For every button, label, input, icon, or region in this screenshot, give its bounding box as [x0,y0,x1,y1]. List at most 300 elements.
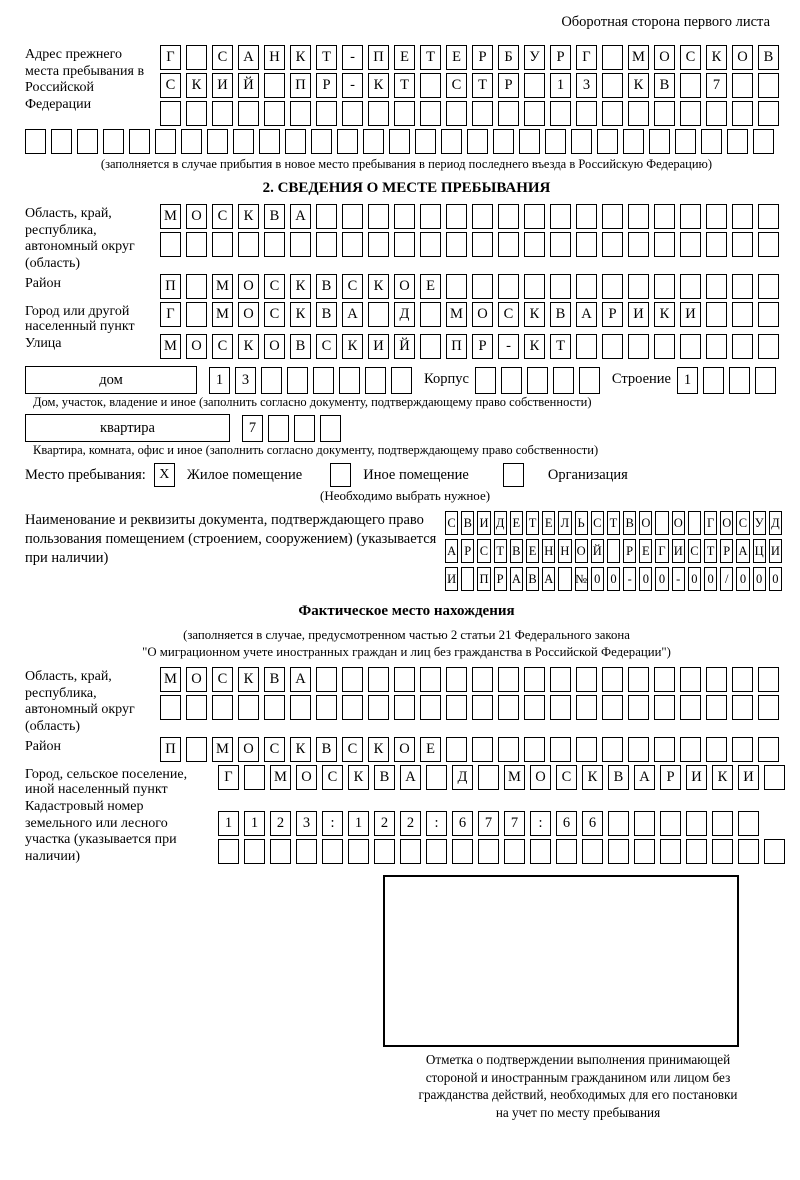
char-cell[interactable] [420,101,441,126]
char-cell[interactable]: Р [623,539,636,563]
char-cell[interactable] [316,695,337,720]
char-cell[interactable]: Г [576,45,597,70]
char-cell[interactable]: М [628,45,649,70]
char-cell[interactable] [550,101,571,126]
char-cell[interactable] [703,367,724,394]
char-cell[interactable] [732,302,753,327]
char-cell[interactable]: О [639,511,652,535]
char-cell[interactable] [602,274,623,299]
char-cell[interactable]: О [296,765,317,790]
char-cell[interactable] [654,232,675,257]
char-cell[interactable]: П [160,737,181,762]
char-cell[interactable] [290,695,311,720]
char-cell[interactable]: В [526,567,539,591]
char-cell[interactable] [238,101,259,126]
char-cell[interactable]: - [342,45,363,70]
stay-option-other-checkbox[interactable] [330,463,351,487]
char-cell[interactable]: К [654,302,675,327]
char-cell[interactable]: - [672,567,685,591]
char-cell[interactable]: С [264,302,285,327]
char-cell[interactable] [342,695,363,720]
char-cell[interactable] [181,129,202,154]
char-cell[interactable] [524,274,545,299]
char-cell[interactable] [446,737,467,762]
char-cell[interactable] [394,232,415,257]
char-cell[interactable]: И [686,765,707,790]
char-cell[interactable] [576,274,597,299]
char-cell[interactable] [498,204,519,229]
char-cell[interactable] [244,839,265,864]
char-cell[interactable] [660,811,681,836]
char-cell[interactable]: 6 [452,811,473,836]
char-cell[interactable]: М [160,667,181,692]
char-cell[interactable]: Л [558,511,571,535]
char-cell[interactable] [160,101,181,126]
char-cell[interactable] [524,667,545,692]
char-cell[interactable] [758,737,779,762]
char-cell[interactable] [628,667,649,692]
char-cell[interactable] [472,695,493,720]
char-cell[interactable] [571,129,592,154]
char-cell[interactable]: А [290,204,311,229]
char-cell[interactable] [207,129,228,154]
char-cell[interactable] [472,274,493,299]
char-cell[interactable] [261,367,282,394]
char-cell[interactable]: К [290,302,311,327]
char-cell[interactable] [576,101,597,126]
char-cell[interactable]: О [394,737,415,762]
char-cell[interactable] [342,204,363,229]
char-cell[interactable] [602,695,623,720]
char-cell[interactable] [264,73,285,98]
char-cell[interactable] [758,204,779,229]
char-cell[interactable] [628,232,649,257]
char-cell[interactable] [602,737,623,762]
char-cell[interactable] [186,232,207,257]
char-cell[interactable] [322,839,343,864]
char-cell[interactable] [680,204,701,229]
char-cell[interactable]: К [290,737,311,762]
char-cell[interactable]: В [608,765,629,790]
char-cell[interactable]: 3 [296,811,317,836]
char-cell[interactable] [654,274,675,299]
stay-option-residential-checkbox[interactable]: X [154,463,175,487]
char-cell[interactable]: И [680,302,701,327]
char-cell[interactable] [680,695,701,720]
char-cell[interactable] [493,129,514,154]
char-cell[interactable]: 0 [736,567,749,591]
char-cell[interactable] [420,334,441,359]
char-cell[interactable] [394,101,415,126]
char-cell[interactable] [758,334,779,359]
char-cell[interactable]: Р [472,334,493,359]
char-cell[interactable]: Е [394,45,415,70]
char-cell[interactable] [758,667,779,692]
char-cell[interactable] [758,274,779,299]
char-cell[interactable]: И [445,567,458,591]
char-cell[interactable]: К [368,737,389,762]
char-cell[interactable] [337,129,358,154]
char-cell[interactable] [634,839,655,864]
char-cell[interactable] [602,667,623,692]
char-cell[interactable] [753,129,774,154]
house-type-box[interactable]: дом [25,366,197,394]
char-cell[interactable] [394,204,415,229]
char-cell[interactable]: Т [472,73,493,98]
char-cell[interactable] [420,232,441,257]
char-cell[interactable] [524,204,545,229]
char-cell[interactable] [680,667,701,692]
char-cell[interactable]: К [712,765,733,790]
char-cell[interactable] [316,204,337,229]
char-cell[interactable] [732,274,753,299]
char-cell[interactable]: : [530,811,551,836]
char-cell[interactable] [498,101,519,126]
char-cell[interactable] [712,839,733,864]
char-cell[interactable]: С [498,302,519,327]
char-cell[interactable] [498,667,519,692]
char-cell[interactable]: К [706,45,727,70]
char-cell[interactable]: С [445,511,458,535]
char-cell[interactable]: О [530,765,551,790]
char-cell[interactable]: Е [446,45,467,70]
char-cell[interactable]: Т [550,334,571,359]
char-cell[interactable]: В [623,511,636,535]
char-cell[interactable] [296,839,317,864]
char-cell[interactable]: Н [558,539,571,563]
char-cell[interactable] [25,129,46,154]
char-cell[interactable]: 7 [504,811,525,836]
char-cell[interactable]: С [342,274,363,299]
char-cell[interactable] [441,129,462,154]
char-cell[interactable]: 0 [753,567,766,591]
char-cell[interactable]: О [654,45,675,70]
char-cell[interactable]: 1 [348,811,369,836]
char-cell[interactable] [498,274,519,299]
char-cell[interactable] [758,232,779,257]
char-cell[interactable] [706,274,727,299]
char-cell[interactable]: К [524,302,545,327]
char-cell[interactable] [550,737,571,762]
char-cell[interactable]: К [290,45,311,70]
char-cell[interactable] [472,667,493,692]
char-cell[interactable]: И [769,539,782,563]
char-cell[interactable]: К [238,334,259,359]
char-cell[interactable]: Н [542,539,555,563]
char-cell[interactable]: Е [639,539,652,563]
char-cell[interactable] [602,73,623,98]
char-cell[interactable] [186,302,207,327]
char-cell[interactable]: 1 [218,811,239,836]
char-cell[interactable] [654,101,675,126]
char-cell[interactable] [186,101,207,126]
char-cell[interactable]: П [290,73,311,98]
char-cell[interactable] [452,839,473,864]
char-cell[interactable]: 2 [374,811,395,836]
char-cell[interactable] [556,839,577,864]
char-cell[interactable]: О [186,334,207,359]
char-cell[interactable] [290,101,311,126]
char-cell[interactable]: 7 [706,73,727,98]
char-cell[interactable]: Р [720,539,733,563]
char-cell[interactable] [311,129,332,154]
char-cell[interactable] [218,839,239,864]
char-cell[interactable] [550,667,571,692]
char-cell[interactable] [519,129,540,154]
char-cell[interactable] [238,232,259,257]
char-cell[interactable]: А [238,45,259,70]
char-cell[interactable]: А [736,539,749,563]
char-cell[interactable] [628,695,649,720]
char-cell[interactable]: О [472,302,493,327]
char-cell[interactable]: А [634,765,655,790]
char-cell[interactable]: 0 [607,567,620,591]
char-cell[interactable] [729,367,750,394]
char-cell[interactable]: Т [704,539,717,563]
char-cell[interactable]: У [753,511,766,535]
char-cell[interactable]: Е [510,511,523,535]
char-cell[interactable]: С [264,737,285,762]
char-cell[interactable] [628,101,649,126]
char-cell[interactable]: С [591,511,604,535]
char-cell[interactable] [475,367,496,394]
char-cell[interactable] [504,839,525,864]
char-cell[interactable]: Ь [575,511,588,535]
char-cell[interactable]: / [720,567,733,591]
char-cell[interactable]: К [628,73,649,98]
char-cell[interactable] [212,232,233,257]
char-cell[interactable] [634,811,655,836]
char-cell[interactable] [389,129,410,154]
char-cell[interactable] [732,667,753,692]
char-cell[interactable] [706,232,727,257]
char-cell[interactable] [686,811,707,836]
char-cell[interactable]: М [160,334,181,359]
char-cell[interactable] [446,101,467,126]
char-cell[interactable]: И [477,511,490,535]
char-cell[interactable] [467,129,488,154]
char-cell[interactable] [155,129,176,154]
char-cell[interactable] [160,695,181,720]
char-cell[interactable] [212,101,233,126]
char-cell[interactable]: 2 [400,811,421,836]
char-cell[interactable] [758,101,779,126]
char-cell[interactable]: С [160,73,181,98]
char-cell[interactable] [608,811,629,836]
char-cell[interactable]: Р [494,567,507,591]
char-cell[interactable] [524,232,545,257]
char-cell[interactable] [712,811,733,836]
char-cell[interactable] [553,367,574,394]
char-cell[interactable]: О [186,667,207,692]
char-cell[interactable]: В [550,302,571,327]
char-cell[interactable] [582,839,603,864]
char-cell[interactable] [461,567,474,591]
char-cell[interactable]: 1 [209,367,230,394]
char-cell[interactable]: О [394,274,415,299]
char-cell[interactable] [727,129,748,154]
char-cell[interactable]: С [556,765,577,790]
char-cell[interactable] [420,302,441,327]
char-cell[interactable]: О [672,511,685,535]
char-cell[interactable] [287,367,308,394]
char-cell[interactable] [602,204,623,229]
char-cell[interactable]: Д [769,511,782,535]
char-cell[interactable]: И [672,539,685,563]
char-cell[interactable]: В [758,45,779,70]
char-cell[interactable] [51,129,72,154]
char-cell[interactable] [259,129,280,154]
char-cell[interactable] [472,204,493,229]
char-cell[interactable]: М [504,765,525,790]
char-cell[interactable]: Й [591,539,604,563]
char-cell[interactable]: : [426,811,447,836]
char-cell[interactable] [498,695,519,720]
char-cell[interactable]: Й [238,73,259,98]
char-cell[interactable] [732,695,753,720]
char-cell[interactable] [420,695,441,720]
char-cell[interactable] [420,204,441,229]
char-cell[interactable]: К [186,73,207,98]
char-cell[interactable]: М [212,274,233,299]
char-cell[interactable] [415,129,436,154]
char-cell[interactable] [368,695,389,720]
char-cell[interactable]: 0 [688,567,701,591]
char-cell[interactable]: С [477,539,490,563]
char-cell[interactable]: Т [316,45,337,70]
char-cell[interactable]: С [680,45,701,70]
char-cell[interactable] [342,101,363,126]
char-cell[interactable] [628,737,649,762]
char-cell[interactable]: С [322,765,343,790]
char-cell[interactable] [498,737,519,762]
char-cell[interactable] [675,129,696,154]
char-cell[interactable]: Г [218,765,239,790]
stay-option-organization-checkbox[interactable] [503,463,524,487]
char-cell[interactable] [420,73,441,98]
char-cell[interactable]: Г [160,302,181,327]
char-cell[interactable] [186,274,207,299]
char-cell[interactable]: П [446,334,467,359]
char-cell[interactable]: В [316,737,337,762]
char-cell[interactable] [368,204,389,229]
char-cell[interactable] [602,45,623,70]
char-cell[interactable] [320,415,341,442]
char-cell[interactable] [576,695,597,720]
char-cell[interactable] [680,737,701,762]
char-cell[interactable]: Д [452,765,473,790]
char-cell[interactable]: Р [472,45,493,70]
char-cell[interactable] [688,511,701,535]
char-cell[interactable] [680,274,701,299]
char-cell[interactable] [602,232,623,257]
char-cell[interactable]: К [582,765,603,790]
char-cell[interactable]: М [160,204,181,229]
char-cell[interactable]: В [461,511,474,535]
char-cell[interactable] [233,129,254,154]
char-cell[interactable]: О [732,45,753,70]
char-cell[interactable] [738,811,759,836]
char-cell[interactable] [472,737,493,762]
char-cell[interactable] [706,667,727,692]
char-cell[interactable]: С [342,737,363,762]
char-cell[interactable] [472,232,493,257]
char-cell[interactable] [244,765,265,790]
char-cell[interactable]: К [290,274,311,299]
char-cell[interactable]: В [510,539,523,563]
char-cell[interactable] [103,129,124,154]
char-cell[interactable]: К [238,204,259,229]
char-cell[interactable]: К [368,73,389,98]
char-cell[interactable]: В [374,765,395,790]
char-cell[interactable]: Е [420,737,441,762]
char-cell[interactable] [368,232,389,257]
char-cell[interactable]: А [576,302,597,327]
char-cell[interactable] [558,567,571,591]
char-cell[interactable]: Т [494,539,507,563]
char-cell[interactable]: О [238,302,259,327]
char-cell[interactable] [706,695,727,720]
char-cell[interactable] [732,204,753,229]
char-cell[interactable]: С [212,334,233,359]
char-cell[interactable] [576,737,597,762]
char-cell[interactable] [129,129,150,154]
char-cell[interactable]: К [342,334,363,359]
char-cell[interactable] [579,367,600,394]
char-cell[interactable] [394,695,415,720]
char-cell[interactable] [680,334,701,359]
char-cell[interactable]: 1 [677,367,698,394]
char-cell[interactable] [758,302,779,327]
char-cell[interactable] [545,129,566,154]
char-cell[interactable]: А [400,765,421,790]
char-cell[interactable] [550,274,571,299]
char-cell[interactable]: О [238,274,259,299]
char-cell[interactable] [446,204,467,229]
char-cell[interactable] [649,129,670,154]
char-cell[interactable]: К [524,334,545,359]
char-cell[interactable] [550,204,571,229]
char-cell[interactable] [680,73,701,98]
char-cell[interactable]: О [720,511,733,535]
char-cell[interactable] [264,232,285,257]
char-cell[interactable] [339,367,360,394]
char-cell[interactable]: 0 [591,567,604,591]
char-cell[interactable]: Р [602,302,623,327]
char-cell[interactable] [365,367,386,394]
char-cell[interactable] [602,334,623,359]
char-cell[interactable]: Й [394,334,415,359]
char-cell[interactable] [446,695,467,720]
char-cell[interactable]: 2 [270,811,291,836]
char-cell[interactable] [472,101,493,126]
char-cell[interactable] [732,232,753,257]
char-cell[interactable]: С [688,539,701,563]
char-cell[interactable]: С [212,45,233,70]
char-cell[interactable]: Г [160,45,181,70]
char-cell[interactable]: - [623,567,636,591]
char-cell[interactable]: Н [264,45,285,70]
char-cell[interactable] [654,695,675,720]
confirmation-mark-box[interactable] [383,875,739,1047]
char-cell[interactable] [294,415,315,442]
char-cell[interactable]: И [212,73,233,98]
char-cell[interactable]: : [322,811,343,836]
char-cell[interactable]: Г [655,539,668,563]
char-cell[interactable]: Р [316,73,337,98]
char-cell[interactable] [363,129,384,154]
apartment-type-box[interactable]: квартира [25,414,230,442]
